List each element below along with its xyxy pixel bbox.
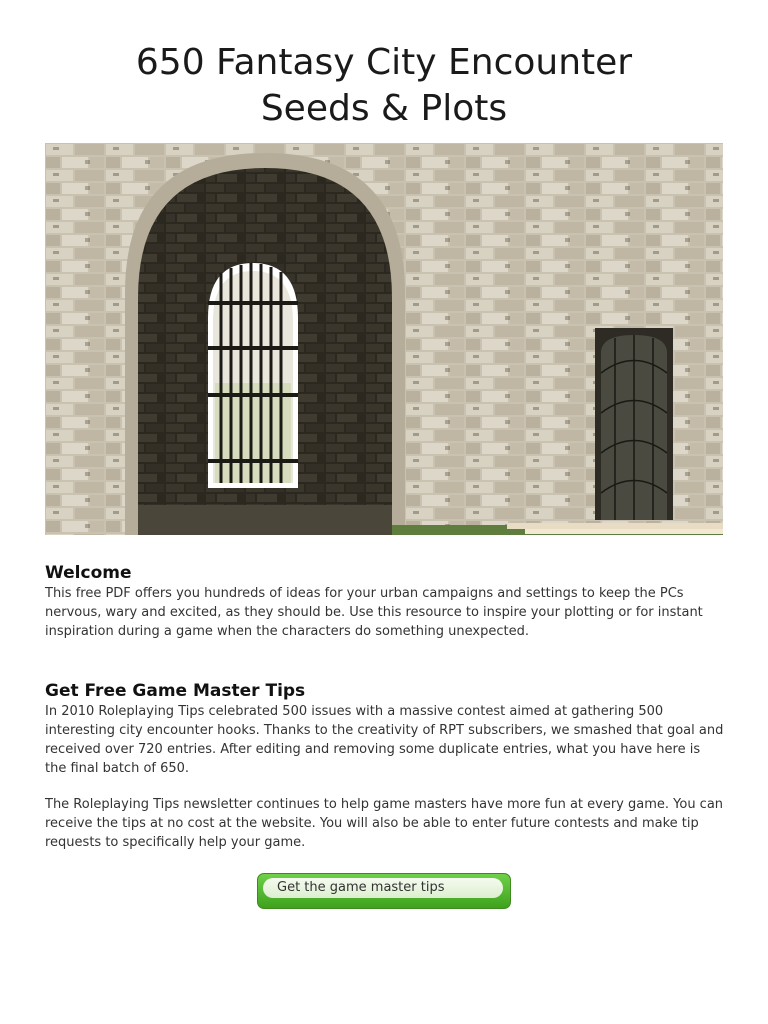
welcome-heading: Welcome	[45, 563, 132, 583]
stone-archway-photo-icon	[45, 143, 723, 535]
tips-body-1: In 2010 Roleplaying Tips celebrated 500 issues with a massive contest aimed at gathering 500 interesting city encounter hooks. Thanks to the creativity of RPT subscribers, we smashed that goal and received over 720 entries. After editing and removing some duplicate entries, what you have here is the final batch of 650.	[45, 704, 724, 776]
title-line-1: 650 Fantasy City Encounter	[135, 42, 633, 83]
get-tips-button-label: Get the game master tips	[263, 878, 503, 898]
title-line-2: Seeds & Plots	[260, 88, 508, 129]
get-tips-button[interactable]	[257, 873, 511, 909]
tips-heading: Get Free Game Master Tips	[45, 681, 306, 701]
page-title	[0, 40, 768, 132]
hero-image	[45, 143, 723, 535]
tips-body-2: The Roleplaying Tips newsletter continues to help game masters have more fun at every game. You can receive the tips at no cost at the website. You will also be able to enter future contests and make tip requests to specifically help your game.	[45, 797, 724, 850]
welcome-body: This free PDF offers you hundreds of ideas for your urban campaigns and settings to keep the PCs nervous, wary and excited, as they should be. Use this resource to inspire your plotting or for instant inspiration during a game when the characters do something unexpected.	[45, 586, 703, 639]
